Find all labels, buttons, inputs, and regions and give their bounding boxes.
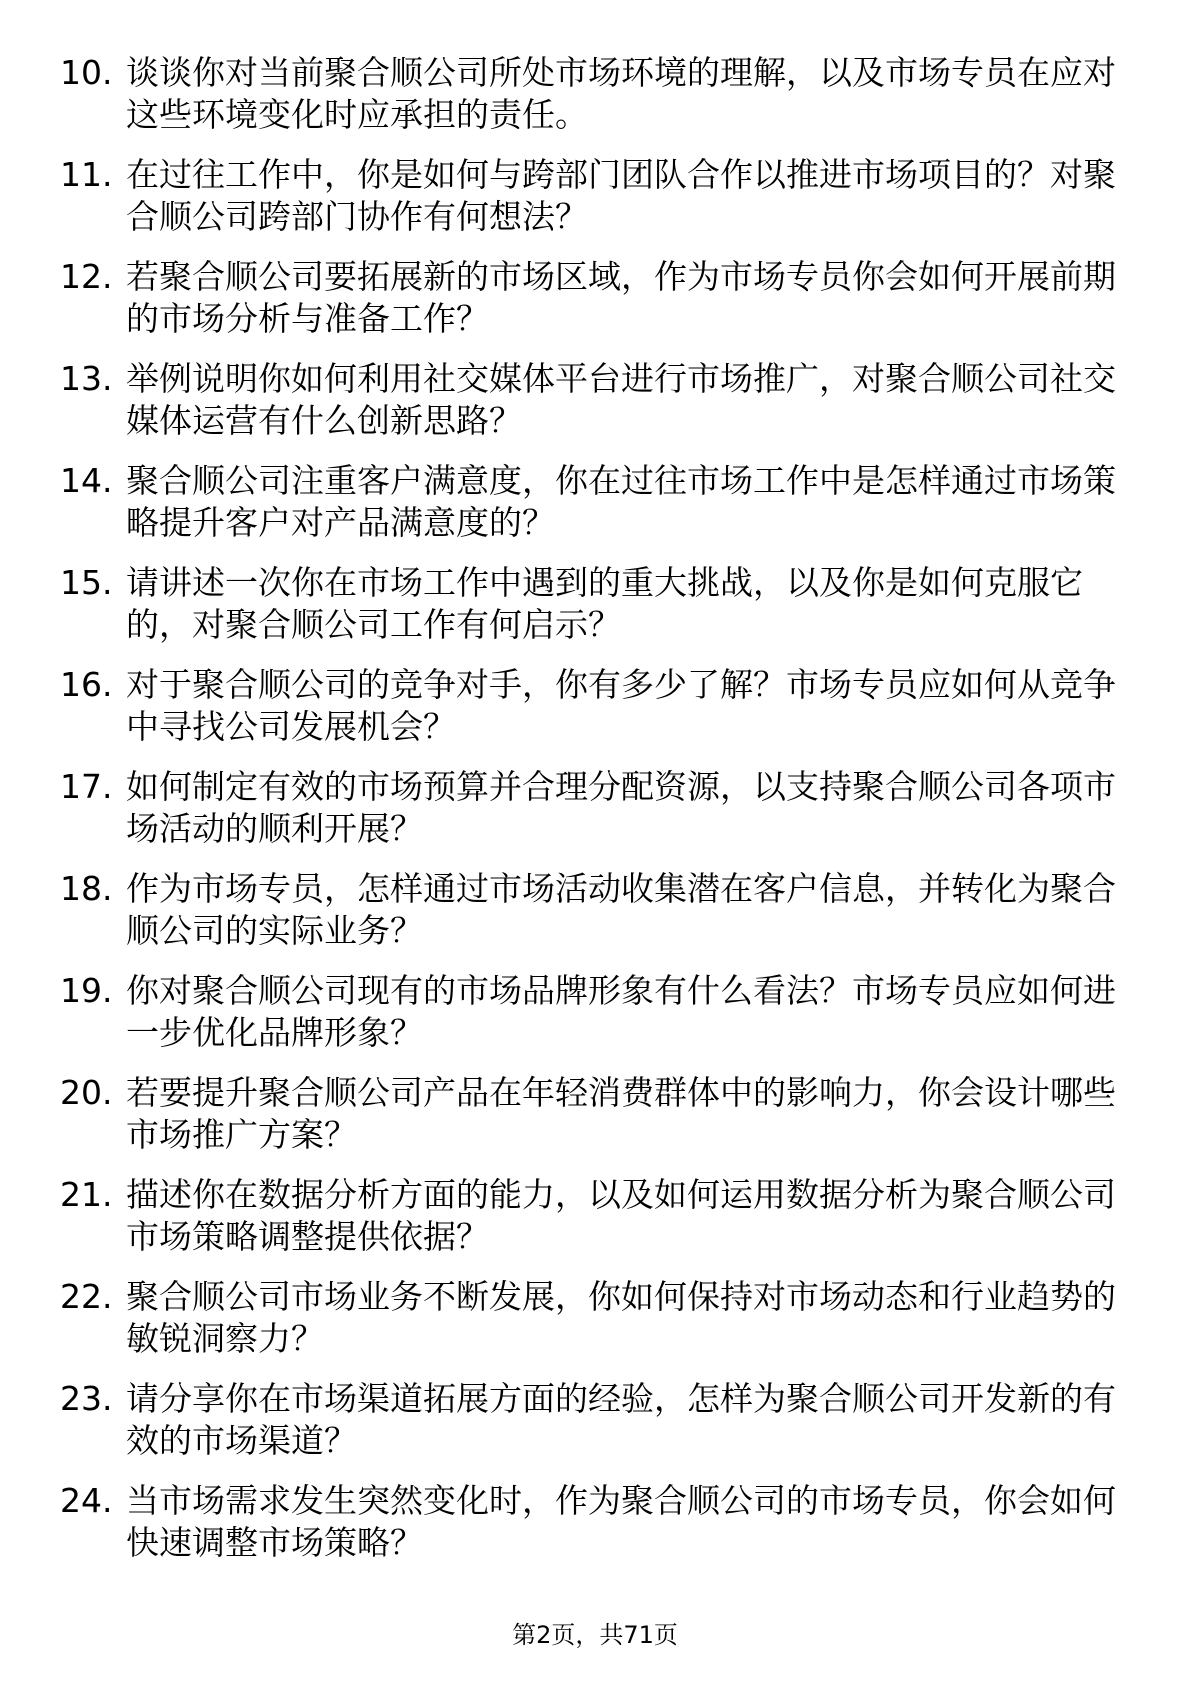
page-number-label: 第2页，共71页	[512, 1621, 678, 1649]
question-text: 对于聚合顺公司的竞争对手，你有多少了解？市场专员应如何从竞争中寻找公司发展机会？	[126, 665, 1116, 746]
question-text: 当市场需求发生突然变化时，作为聚合顺公司的市场专员，你会如何快速调整市场策略？	[126, 1481, 1116, 1562]
question-text: 请分享你在市场渠道拓展方面的经验，怎样为聚合顺公司开发新的有效的市场渠道？	[126, 1379, 1116, 1460]
question-text: 你对聚合顺公司现有的市场品牌形象有什么看法？市场专员应如何进一步优化品牌形象？	[126, 971, 1116, 1052]
question-item	[60, 1378, 1120, 1462]
question-item	[60, 1174, 1120, 1258]
question-text: 描述你在数据分析方面的能力，以及如何运用数据分析为聚合顺公司市场策略调整提供依据？	[126, 1175, 1116, 1256]
question-text: 聚合顺公司注重客户满意度，你在过往市场工作中是怎样通过市场策略提升客户对产品满意度的？	[126, 461, 1116, 542]
question-item	[60, 1276, 1120, 1360]
question-number: 23.	[60, 1379, 113, 1418]
question-text: 如何制定有效的市场预算并合理分配资源，以支持聚合顺公司各项市场活动的顺利开展？	[126, 767, 1116, 848]
question-item	[60, 1480, 1120, 1564]
question-number: 16.	[60, 665, 113, 704]
question-number: 21.	[60, 1175, 113, 1214]
question-number: 19.	[60, 971, 113, 1010]
question-list	[60, 52, 1120, 1582]
question-text: 若要提升聚合顺公司产品在年轻消费群体中的影响力，你会设计哪些市场推广方案？	[126, 1073, 1116, 1154]
question-number: 18.	[60, 869, 113, 908]
question-number: 20.	[60, 1073, 113, 1112]
question-text: 在过往工作中，你是如何与跨部门团队合作以推进市场项目的？对聚合顺公司跨部门协作有何想法？	[126, 155, 1116, 236]
question-text: 谈谈你对当前聚合顺公司所处市场环境的理解，以及市场专员在应对这些环境变化时应承担的责任。	[126, 53, 1116, 134]
question-item	[60, 868, 1120, 952]
question-number: 11.	[60, 155, 113, 194]
question-text: 举例说明你如何利用社交媒体平台进行市场推广，对聚合顺公司社交媒体运营有什么创新思路？	[126, 359, 1116, 440]
question-item	[60, 766, 1120, 850]
page-footer	[0, 1620, 1190, 1650]
question-number: 22.	[60, 1277, 113, 1316]
question-item	[60, 562, 1120, 646]
question-number: 24.	[60, 1481, 113, 1520]
question-item	[60, 1072, 1120, 1156]
question-item	[60, 154, 1120, 238]
question-number: 17.	[60, 767, 113, 806]
question-number: 13.	[60, 359, 113, 398]
question-item	[60, 970, 1120, 1054]
question-text: 作为市场专员，怎样通过市场活动收集潜在客户信息，并转化为聚合顺公司的实际业务？	[126, 869, 1116, 950]
question-number: 10.	[60, 53, 113, 92]
question-item	[60, 460, 1120, 544]
question-item	[60, 52, 1120, 136]
question-number: 14.	[60, 461, 113, 500]
question-item	[60, 256, 1120, 340]
question-text: 若聚合顺公司要拓展新的市场区域，作为市场专员你会如何开展前期的市场分析与准备工作？	[126, 257, 1116, 338]
question-number: 12.	[60, 257, 113, 296]
question-item	[60, 358, 1120, 442]
question-text: 聚合顺公司市场业务不断发展，你如何保持对市场动态和行业趋势的敏锐洞察力？	[126, 1277, 1116, 1358]
question-number: 15.	[60, 563, 113, 602]
question-text: 请讲述一次你在市场工作中遇到的重大挑战，以及你是如何克服它的，对聚合顺公司工作有何启示？	[126, 563, 1083, 644]
question-item	[60, 664, 1120, 748]
